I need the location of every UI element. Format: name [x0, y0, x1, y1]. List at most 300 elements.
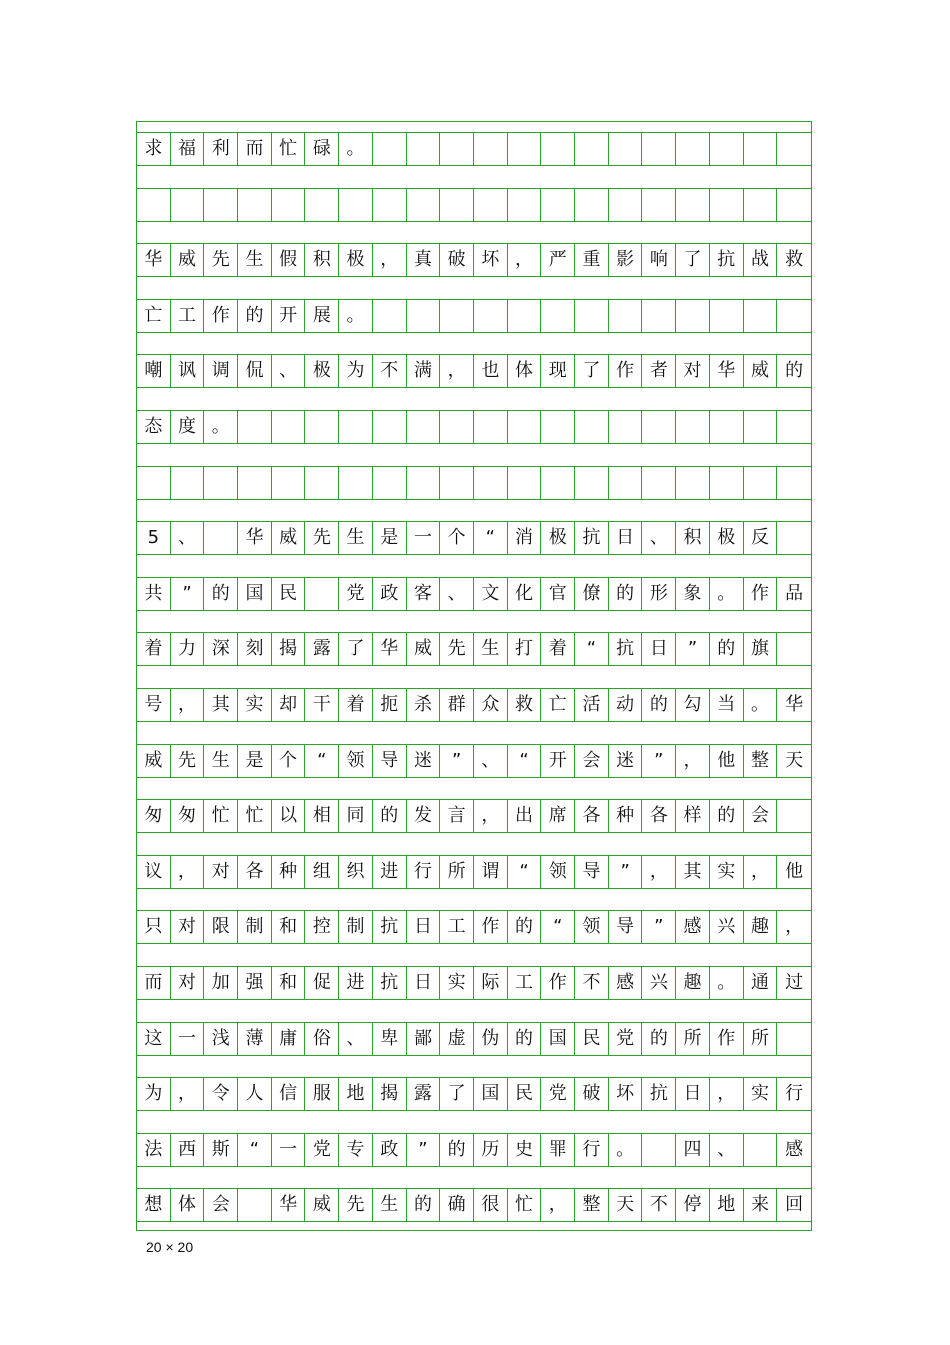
grid-cell: 抗	[609, 633, 643, 665]
grid-cell: 忙	[204, 800, 238, 832]
grid-cell: ，	[508, 244, 542, 276]
grid-cell	[474, 467, 508, 499]
grid-cell: 停	[676, 1189, 710, 1221]
grid-cell: 民	[272, 578, 306, 610]
grid-cell: 作	[609, 355, 643, 387]
grid-cell: 令	[204, 1078, 238, 1110]
grid-cell	[440, 189, 474, 221]
grid-cell	[744, 1134, 778, 1166]
grid-cell	[676, 467, 710, 499]
grid-cell: 所	[744, 1023, 778, 1055]
grid-cell: 极	[710, 522, 744, 554]
grid-cell	[474, 411, 508, 443]
grid-cell: 各	[643, 800, 677, 832]
grid-cell	[643, 467, 677, 499]
grid-cell	[710, 467, 744, 499]
grid-cell: 党	[541, 1078, 575, 1110]
grid-cell: 天	[609, 1189, 643, 1221]
grid-cell: 进	[373, 856, 407, 888]
grid-row	[137, 688, 811, 722]
grid-cell: ，	[373, 244, 407, 276]
grid-cell	[541, 467, 575, 499]
grid-cell	[609, 411, 643, 443]
grid-cell: 华	[710, 355, 744, 387]
grid-row	[137, 1133, 811, 1167]
grid-cell: 的	[440, 1134, 474, 1166]
grid-row	[137, 1022, 811, 1056]
grid-cell: 天	[785, 749, 804, 771]
grid-cell	[777, 411, 811, 443]
grid-cell	[306, 411, 340, 443]
grid-cell	[676, 300, 710, 332]
grid-cell: 先	[306, 522, 340, 554]
grid-cell: 救	[785, 249, 804, 271]
grid-cell: 行	[785, 1083, 804, 1105]
grid-cell: 化	[508, 578, 542, 610]
grid-cell	[440, 133, 474, 165]
grid-cell: 匆	[171, 800, 205, 832]
grid-cell: 国	[474, 1078, 508, 1110]
grid-cell: 形	[643, 578, 677, 610]
grid-cell: 日	[676, 1078, 710, 1110]
grid-cell: 各	[575, 800, 609, 832]
grid-cell: 实	[744, 1078, 778, 1110]
grid-cell: 制	[339, 911, 373, 943]
grid-cell: 亡	[137, 300, 171, 332]
grid-cell	[238, 411, 272, 443]
grid-cell: 民	[508, 1078, 542, 1110]
grid-cell	[643, 300, 677, 332]
grid-cell: 控	[306, 911, 340, 943]
grid-cell: 的	[710, 800, 744, 832]
grid-cell: 限	[204, 911, 238, 943]
grid-cell	[744, 189, 778, 221]
grid-cell	[137, 467, 171, 499]
grid-cell: 作	[744, 578, 778, 610]
grid-cell: 力	[171, 633, 205, 665]
grid-cell: 日	[609, 522, 643, 554]
grid-cell: 领	[541, 856, 575, 888]
grid-cell: 活	[575, 689, 609, 721]
grid-cell: ，	[171, 689, 205, 721]
grid-cell: 群	[440, 689, 474, 721]
grid-cell: 官	[541, 578, 575, 610]
grid-cell	[407, 411, 441, 443]
grid-cell	[643, 189, 677, 221]
grid-cell	[272, 467, 306, 499]
grid-cell: 体	[171, 1189, 205, 1221]
grid-cell: 华	[272, 1189, 306, 1221]
grid-cell	[744, 133, 778, 165]
grid-cell: 生	[474, 633, 508, 665]
grid-cell: 众	[474, 689, 508, 721]
grid-cell: 象	[676, 578, 710, 610]
grid-cell: 抗	[643, 1078, 677, 1110]
grid-cell: 其	[676, 856, 710, 888]
grid-cell: 生	[373, 1189, 407, 1221]
grid-cell: 国	[238, 578, 272, 610]
grid-cell: ”	[643, 911, 677, 943]
grid-cell: 生	[204, 745, 238, 777]
grid-cell: 威	[171, 244, 205, 276]
grid-cell: 实	[238, 689, 272, 721]
grid-row	[137, 521, 811, 555]
grid-cell: 满	[407, 355, 441, 387]
grid-cell: 日	[407, 967, 441, 999]
grid-cell: 所	[676, 1023, 710, 1055]
grid-cell: 日	[643, 633, 677, 665]
grid-cell: 当	[710, 689, 744, 721]
grid-cell: 露	[407, 1078, 441, 1110]
grid-cell: 强	[238, 967, 272, 999]
grid-cell: 揭	[373, 1078, 407, 1110]
grid-cell: 消	[508, 522, 542, 554]
grid-cell: 了	[676, 244, 710, 276]
grid-cell: 为	[137, 1078, 171, 1110]
grid-cell: 罪	[541, 1134, 575, 1166]
grid-row	[137, 910, 811, 944]
grid-cell	[339, 467, 373, 499]
grid-cell: 加	[204, 967, 238, 999]
grid-cell: 所	[440, 856, 474, 888]
grid-cell: 是	[238, 745, 272, 777]
grid-cell: 文	[474, 578, 508, 610]
grid-cell	[609, 467, 643, 499]
grid-cell: 这	[137, 1023, 171, 1055]
grid-cell: 迷	[407, 745, 441, 777]
grid-cell: 积	[676, 522, 710, 554]
grid-cell: 动	[609, 689, 643, 721]
grid-cell: “	[575, 633, 609, 665]
grid-cell: 、	[710, 1134, 744, 1166]
grid-cell: 勾	[676, 689, 710, 721]
grid-cell: 的	[508, 911, 542, 943]
grid-cell: 坏	[609, 1078, 643, 1110]
grid-cell: 福	[171, 133, 205, 165]
grid-row	[137, 966, 811, 1000]
grid-cell: 揭	[272, 633, 306, 665]
grid-cell: 扼	[373, 689, 407, 721]
grid-row	[137, 132, 811, 166]
grid-cell: 战	[744, 244, 778, 276]
grid-cell: 也	[474, 355, 508, 387]
grid-cell: 调	[204, 355, 238, 387]
grid-cell: 领	[339, 745, 373, 777]
grid-cell: 生	[238, 244, 272, 276]
grid-cell: ，	[643, 856, 677, 888]
grid-cell: 、	[474, 745, 508, 777]
grid-cell: 嘲	[137, 355, 171, 387]
grid-size-label: 20 × 20	[146, 1239, 194, 1255]
grid-cell: 党	[339, 578, 373, 610]
grid-cell: 不	[575, 967, 609, 999]
grid-cell: “	[306, 745, 340, 777]
grid-cell	[171, 189, 205, 221]
grid-cell: 救	[508, 689, 542, 721]
grid-cell: ”	[407, 1134, 441, 1166]
grid-cell: 抗	[710, 244, 744, 276]
grid-cell	[643, 1134, 677, 1166]
grid-cell: 利	[204, 133, 238, 165]
grid-cell: 实	[710, 856, 744, 888]
grid-cell: 影	[609, 244, 643, 276]
grid-cell	[474, 300, 508, 332]
grid-cell: 一	[272, 1134, 306, 1166]
grid-cell: 破	[575, 1078, 609, 1110]
grid-cell	[508, 189, 542, 221]
grid-cell	[541, 133, 575, 165]
grid-cell: 个	[440, 522, 474, 554]
grid-cell: 不	[643, 1189, 677, 1221]
grid-cell: 的	[710, 633, 744, 665]
grid-cell: ，	[440, 355, 474, 387]
grid-cell: 了	[575, 355, 609, 387]
grid-cell: 。	[710, 578, 744, 610]
grid-cell: 干	[306, 689, 340, 721]
grid-cell	[676, 411, 710, 443]
grid-row	[137, 243, 811, 277]
grid-cell: 作	[541, 967, 575, 999]
grid-cell	[440, 300, 474, 332]
grid-cell: 际	[474, 967, 508, 999]
grid-cell: 、	[171, 522, 205, 554]
grid-cell: 抗	[373, 911, 407, 943]
grid-cell: 工	[508, 967, 542, 999]
grid-cell: 和	[272, 911, 306, 943]
grid-row	[137, 410, 811, 444]
grid-cell: 工	[440, 911, 474, 943]
grid-cell: ，	[171, 856, 205, 888]
grid-cell	[575, 133, 609, 165]
grid-cell: 感	[676, 911, 710, 943]
grid-cell: 西	[171, 1134, 205, 1166]
grid-cell	[744, 411, 778, 443]
grid-cell: 服	[306, 1078, 340, 1110]
grid-cell: 行	[575, 1134, 609, 1166]
grid-cell	[440, 411, 474, 443]
grid-cell: 迷	[609, 745, 643, 777]
grid-cell	[777, 189, 811, 221]
grid-cell: 忙	[508, 1189, 542, 1221]
grid-cell: 言	[440, 800, 474, 832]
grid-cell: 促	[306, 967, 340, 999]
grid-cell: 号	[137, 689, 171, 721]
grid-row	[137, 354, 811, 388]
grid-cell	[373, 133, 407, 165]
grid-cell	[171, 467, 205, 499]
grid-cell: 党	[609, 1023, 643, 1055]
grid-cell: 。	[710, 967, 744, 999]
grid-cell: 生	[339, 522, 373, 554]
grid-cell: 浅	[204, 1023, 238, 1055]
grid-cell: 者	[643, 355, 677, 387]
grid-cell: 其	[204, 689, 238, 721]
grid-cell: 出	[508, 800, 542, 832]
grid-cell: 了	[339, 633, 373, 665]
grid-cell	[643, 411, 677, 443]
grid-cell: 极	[339, 244, 373, 276]
grid-cell: 感	[609, 967, 643, 999]
grid-cell: 人	[238, 1078, 272, 1110]
grid-cell: 样	[676, 800, 710, 832]
grid-cell	[508, 133, 542, 165]
grid-row	[137, 855, 811, 889]
grid-cell: 回	[785, 1194, 804, 1216]
grid-cell: “	[238, 1134, 272, 1166]
grid-cell: 专	[339, 1134, 373, 1166]
grid-cell: 打	[508, 633, 542, 665]
grid-cell	[272, 189, 306, 221]
grid-cell: 兴	[710, 911, 744, 943]
grid-cell: 客	[407, 578, 441, 610]
grid-cell: 组	[306, 856, 340, 888]
grid-cell: 作	[204, 300, 238, 332]
grid-cell: 民	[575, 1023, 609, 1055]
grid-cell: 坏	[474, 244, 508, 276]
grid-cell: 日	[407, 911, 441, 943]
grid-cell: 对	[676, 355, 710, 387]
grid-cell: 忙	[272, 133, 306, 165]
grid-cell: ，	[744, 856, 778, 888]
grid-cell	[777, 300, 811, 332]
grid-cell: 破	[440, 244, 474, 276]
grid-cell: 重	[575, 244, 609, 276]
grid-cell	[508, 467, 542, 499]
grid-cell: 。	[339, 300, 373, 332]
grid-cell: 通	[744, 967, 778, 999]
grid-cell: 作	[710, 1023, 744, 1055]
grid-cell: ，	[785, 916, 804, 938]
grid-cell: 现	[541, 355, 575, 387]
grid-cell: “	[508, 745, 542, 777]
grid-cell	[777, 522, 811, 554]
grid-cell: 只	[137, 911, 171, 943]
grid-row	[137, 744, 811, 778]
grid-cell	[777, 467, 811, 499]
grid-cell: 会	[744, 800, 778, 832]
grid-cell: 的	[508, 1023, 542, 1055]
grid-cell	[710, 300, 744, 332]
grid-cell: 亡	[541, 689, 575, 721]
grid-cell: 整	[575, 1189, 609, 1221]
grid-cell: 整	[744, 745, 778, 777]
grid-cell: 织	[339, 856, 373, 888]
grid-cell: 却	[272, 689, 306, 721]
grid-cell	[238, 467, 272, 499]
grid-cell: 种	[272, 856, 306, 888]
grid-cell: 他	[710, 745, 744, 777]
grid-cell: 先	[204, 244, 238, 276]
grid-cell	[744, 467, 778, 499]
grid-cell	[777, 1023, 811, 1055]
grid-cell: “	[508, 856, 542, 888]
grid-cell: 实	[440, 967, 474, 999]
grid-cell	[306, 467, 340, 499]
grid-cell: ”	[609, 856, 643, 888]
grid-cell: 威	[407, 633, 441, 665]
grid-cell: 政	[373, 578, 407, 610]
grid-cell: 同	[339, 800, 373, 832]
grid-cell: 国	[541, 1023, 575, 1055]
grid-cell: 想	[137, 1189, 171, 1221]
grid-cell: 党	[306, 1134, 340, 1166]
grid-cell: 导	[609, 911, 643, 943]
grid-cell: 华	[238, 522, 272, 554]
grid-cell: 华	[785, 694, 804, 715]
grid-cell: 地	[339, 1078, 373, 1110]
grid-cell: ，	[171, 1078, 205, 1110]
grid-cell: 露	[306, 633, 340, 665]
grid-cell: 展	[306, 300, 340, 332]
grid-cell: 的	[643, 1023, 677, 1055]
grid-cell: 先	[171, 745, 205, 777]
grid-row	[137, 1077, 811, 1111]
grid-cell: 过	[785, 972, 804, 993]
grid-cell	[710, 189, 744, 221]
grid-cell: 会	[204, 1189, 238, 1221]
grid-cell	[373, 189, 407, 221]
grid-cell	[643, 133, 677, 165]
grid-cell: 而	[137, 967, 171, 999]
grid-cell	[306, 189, 340, 221]
grid-cell: 各	[238, 856, 272, 888]
grid-row	[137, 466, 811, 500]
grid-cell	[407, 133, 441, 165]
grid-cell	[744, 300, 778, 332]
grid-cell: 为	[339, 355, 373, 387]
grid-cell	[407, 467, 441, 499]
grid-cell: 、	[643, 522, 677, 554]
grid-cell: 席	[541, 800, 575, 832]
grid-cell	[609, 300, 643, 332]
grid-cell: 地	[710, 1189, 744, 1221]
grid-cell: 了	[440, 1078, 474, 1110]
grid-cell	[541, 411, 575, 443]
grid-cell	[609, 133, 643, 165]
grid-cell	[541, 189, 575, 221]
grid-cell	[407, 300, 441, 332]
grid-cell: 威	[137, 745, 171, 777]
grid-cell	[508, 300, 542, 332]
grid-cell: 杀	[407, 689, 441, 721]
grid-cell: 反	[744, 522, 778, 554]
grid-cell	[710, 411, 744, 443]
grid-cell: 严	[541, 244, 575, 276]
grid-cell: 。	[609, 1134, 643, 1166]
grid-cell: 威	[744, 355, 778, 387]
grid-cell: 匆	[137, 800, 171, 832]
grid-cell: 伪	[474, 1023, 508, 1055]
grid-cell: 议	[137, 856, 171, 888]
grid-cell	[474, 133, 508, 165]
grid-cell: 领	[575, 911, 609, 943]
grid-cell	[777, 633, 811, 665]
grid-cell: 先	[440, 633, 474, 665]
grid-cell	[373, 467, 407, 499]
grid-cell	[575, 300, 609, 332]
grid-cell	[272, 411, 306, 443]
grid-cell: 斯	[204, 1134, 238, 1166]
grid-cell: 求	[137, 133, 171, 165]
grid-cell: 历	[474, 1134, 508, 1166]
grid-cell: 卑	[373, 1023, 407, 1055]
grid-cell	[777, 133, 811, 165]
grid-cell: 趣	[676, 967, 710, 999]
grid-cell: 导	[575, 856, 609, 888]
grid-cell	[137, 189, 171, 221]
grid-cell: 威	[306, 1189, 340, 1221]
grid-cell: 作	[474, 911, 508, 943]
